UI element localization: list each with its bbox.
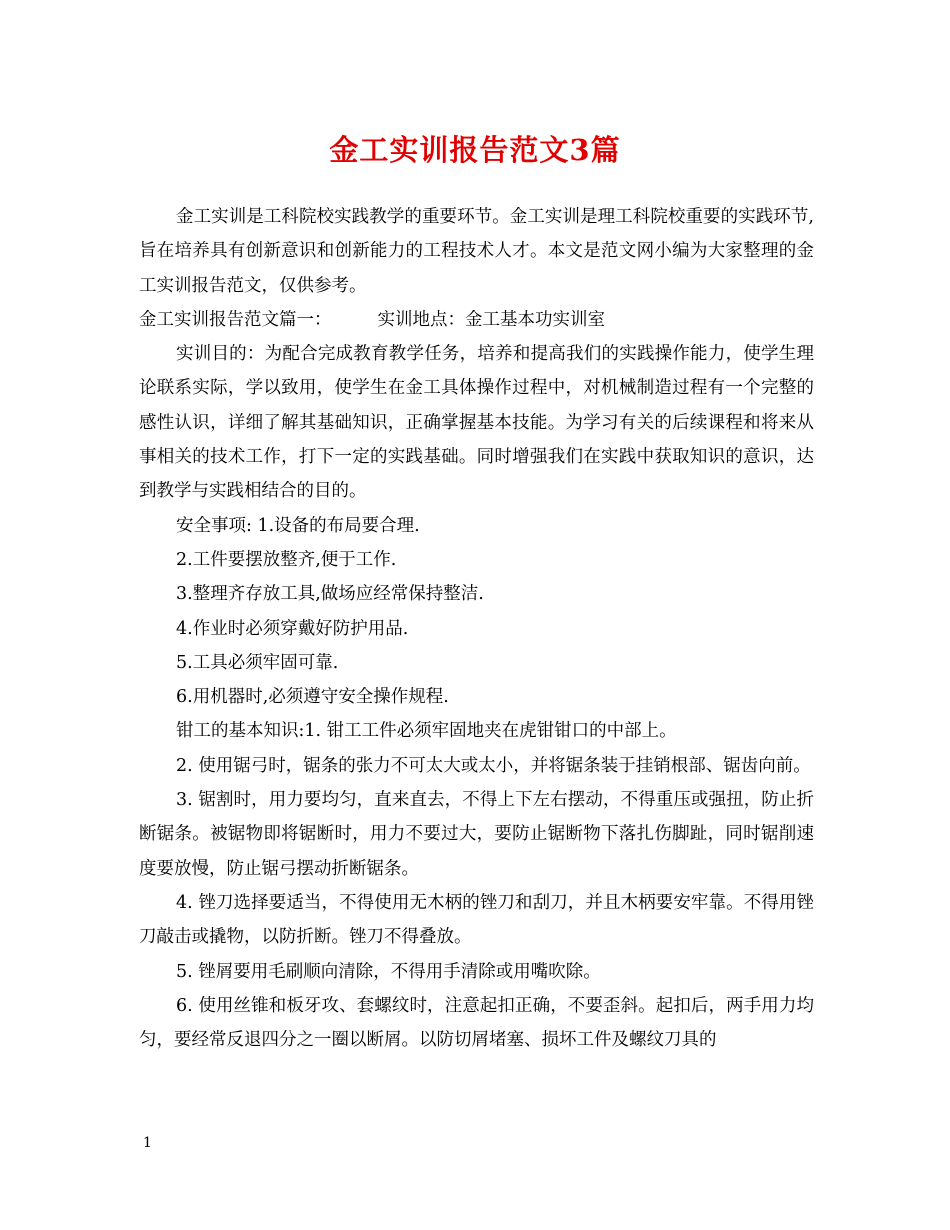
safety-item: 6.用机器时,必须遵守安全操作规程. — [176, 687, 449, 708]
document-body — [139, 200, 814, 1057]
intro-paragraph: 金工实训是工科院校实践教学的重要环节。金工实训是理工科院校重要的实践环节,旨在培养具有创新意识和创新能力的工程技术人才。本文是范文网小编为大家整理的金工实训报告范文，仅供参考。 — [139, 207, 814, 296]
document-title: 金工实训报告范文3篇 — [329, 133, 621, 167]
training-location: 实训地点：金工基本功实训室 — [377, 309, 605, 330]
section-heading: 金工实训报告范文篇一： — [139, 309, 332, 330]
section-heading-line — [139, 303, 814, 337]
fitter-item: 6. 使用丝锥和板牙攻、套螺纹时，注意起扣正确，不要歪斜。起扣后，两手用力均匀，要经常反退四分之一圈以断屑。以防切屑堵塞、损坏工件及螺纹刀具的 — [139, 995, 814, 1051]
fitter-item: 5. 锉屑要用毛刷顺向清除，不得用手清除或用嘴吹除。 — [176, 961, 601, 982]
fitter-item: 2. 使用锯弓时，锯条的张力不可太大或太小，并将锯条装于挂销根部、锯齿向前。 — [176, 755, 811, 776]
safety-item: 3.整理齐存放工具,做场应经常保持整洁. — [176, 584, 484, 605]
safety-item: 安全事项: 1.设备的布局要合理. — [176, 515, 420, 536]
fitter-item: 3. 锯割时，用力要均匀，直来直去，不得上下左右摆动，不得重压或强扭，防止折断锯条。被锯物即将锯断时，用力不要过大，要防止锯断物下落扎伤脚趾，同时锯削速度要放慢，防止锯弓摆动折断锯条。 — [139, 790, 814, 879]
safety-item: 4.作业时必须穿戴好防护用品. — [176, 618, 409, 639]
page-number: 1 — [143, 1135, 152, 1151]
safety-item: 5.工具必须牢固可靠. — [176, 652, 339, 673]
purpose-paragraph: 实训目的：为配合完成教育教学任务，培养和提高我们的实践操作能力，使学生理论联系实际，学以致用，使学生在金工具体操作过程中，对机械制造过程有一个完整的感性认识，详细了解其基础知识，正确掌握基本技能。为学习有关的后续课程和将来从事相关的技术工作，打下一定的实践基础。同时增强我们在实践中获取知识的意识，达到教学与实践相结合的目的。 — [139, 344, 814, 502]
fitter-item: 4. 锉刀选择要适当，不得使用无木柄的锉刀和刮刀，并且木柄要安牢靠。不得用锉刀敲击或撬物，以防折断。锉刀不得叠放。 — [139, 892, 814, 948]
safety-item: 2.工件要摆放整齐,便于工作. — [176, 549, 397, 570]
fitter-item: 钳工的基本知识:1. 钳工工件必须牢固地夹在虎钳钳口的中部上。 — [176, 721, 677, 742]
